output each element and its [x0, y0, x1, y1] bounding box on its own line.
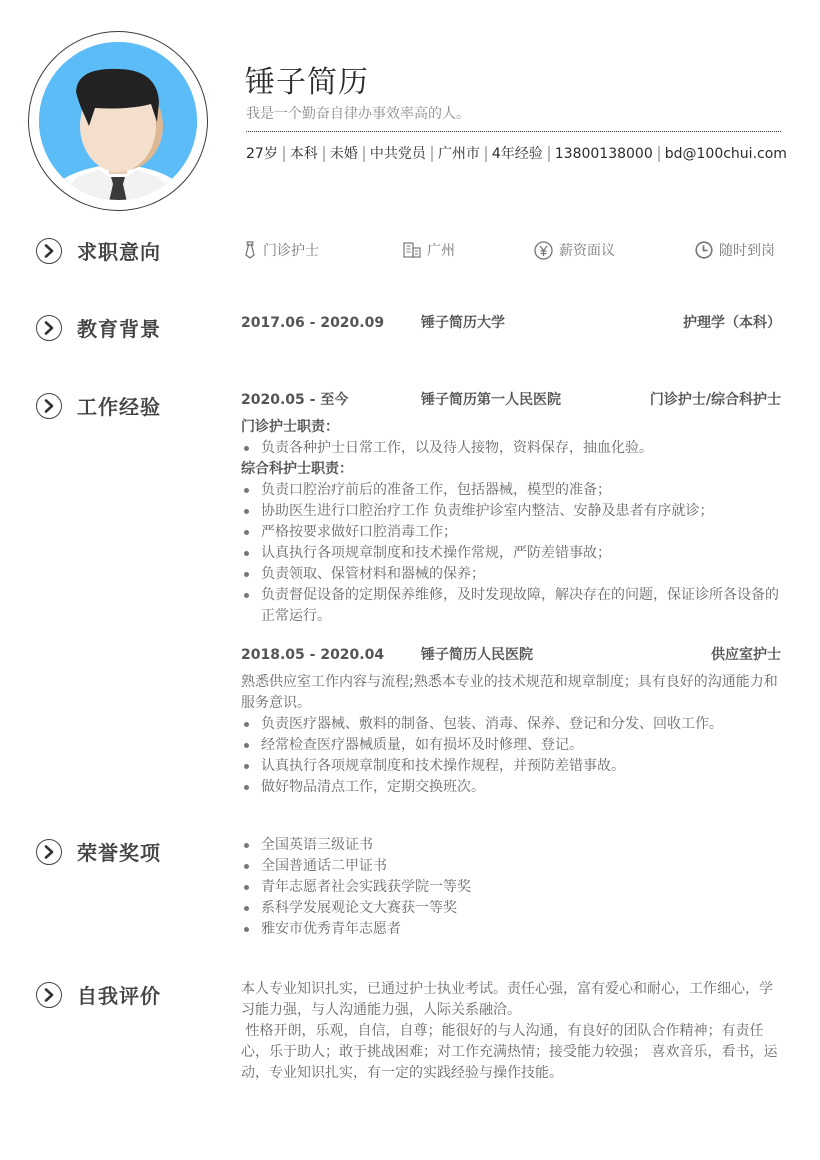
chevron-right-icon	[36, 238, 62, 264]
chevron-right-icon	[36, 982, 62, 1008]
list-item: 雅安市优秀青年志愿者	[241, 919, 783, 940]
yen-icon	[534, 241, 553, 260]
info-experience: 4年经验	[491, 146, 543, 162]
separator	[658, 146, 660, 162]
section-heading-self-evaluation: 自我评价	[36, 980, 161, 1009]
work-date: 2018.05 - 2020.04	[241, 647, 385, 663]
work-entry-details	[241, 417, 783, 627]
separator	[323, 146, 325, 162]
avatar	[28, 31, 208, 211]
work-position: 供应室护士	[711, 647, 781, 663]
avatar-illustration	[39, 42, 197, 200]
info-marital: 未婚	[329, 146, 358, 162]
section-heading-education: 教育背景	[36, 313, 161, 342]
list-item: 认真执行各项规章制度和技术操作常规，严防差错事故；	[241, 543, 783, 564]
clock-icon	[695, 241, 713, 259]
work-intro: 熟悉供应室工作内容与流程;熟悉本专业的技术规范和规章制度；具有良好的沟通能力和服务意识。	[241, 674, 778, 711]
list-item: 系科学发展观论文大赛获一等奖	[241, 898, 783, 919]
list-item: 负责口腔治疗前后的准备工作，包括器械，模型的准备；	[241, 480, 783, 501]
motto: 我是一个勤奋自律办事效率高的人。	[246, 106, 470, 122]
list-item: 严格按要求做好口腔消毒工作；	[241, 522, 783, 543]
page-title: 锤子简历	[245, 65, 369, 100]
self-evaluation-text	[241, 979, 783, 1084]
list-item: 做好物品清点工作，定期交换班次。	[241, 777, 783, 798]
intention-position: 门诊护士	[243, 240, 319, 260]
list-item: 全国英语三级证书	[241, 835, 783, 856]
duty-list	[241, 480, 783, 627]
work-date: 2020.05 - 至今	[241, 392, 349, 408]
list-item: 青年志愿者社会实践获学院一等奖	[241, 877, 783, 898]
separator	[431, 146, 433, 162]
list-item: 协助医生进行口腔治疗工作 负责维护诊室内整洁、安静及患者有序就诊；	[241, 501, 783, 522]
duty-subtitle: 综合科护士职责：	[241, 461, 353, 477]
list-item: 负责医疗器械、敷料的制备、包装、消毒、保养、登记和分发、回收工作。	[241, 714, 783, 735]
tie-icon	[243, 241, 257, 259]
list-item: 负责各种护士日常工作，以及待人接物，资料保存，抽血化验。	[241, 438, 783, 459]
section-heading-honors: 荣誉奖项	[36, 837, 161, 866]
list-item: 负责领取、保管材料和器械的保养；	[241, 564, 783, 585]
dotted-divider	[246, 131, 781, 132]
work-entry-header	[241, 645, 781, 665]
paragraph: 本人专业知识扎实，已通过护士执业考试。责任心强，富有爱心和耐心，工作细心，学习能力强，与人沟通能力强，人际关系融洽。	[241, 981, 773, 1018]
list-item: 认真执行各项规章制度和技术操作规程，并预防差错事故。	[241, 756, 783, 777]
list-item: 全国普通话二甲证书	[241, 856, 783, 877]
chevron-right-icon	[36, 315, 62, 341]
list-item: 经常检查医疗器械质量，如有损坏及时修理、登记。	[241, 735, 783, 756]
work-company: 锤子简历第一人民医院	[421, 392, 561, 408]
work-entry-header	[241, 390, 781, 410]
list-item: 负责督促设备的定期保养维修，及时发现故障，解决存在的问题，保证诊所各设备的正常运行。	[241, 585, 783, 627]
separator	[485, 146, 487, 162]
education-school: 锤子简历大学	[421, 315, 505, 331]
chevron-right-icon	[36, 839, 62, 865]
info-phone[interactable]: 13800138000	[554, 146, 653, 162]
duty-subtitle: 门诊护士职责：	[241, 419, 339, 435]
education-entry	[241, 313, 781, 333]
duty-list	[241, 714, 783, 798]
intention-availability: 随时到岗	[695, 240, 775, 260]
section-heading-intention: 求职意向	[36, 236, 161, 265]
education-major: 护理学（本科）	[683, 315, 781, 331]
building-icon	[403, 242, 421, 258]
basic-info	[246, 144, 787, 164]
work-position: 门诊护士/综合科护士	[649, 392, 781, 408]
education-date: 2017.06 - 2020.09	[241, 315, 385, 331]
info-city: 广州市	[437, 146, 480, 162]
info-degree: 本科	[289, 146, 318, 162]
intention-city: 广州	[403, 240, 455, 260]
info-political: 中共党员	[369, 146, 426, 162]
work-company: 锤子简历人民医院	[421, 647, 533, 663]
separator	[363, 146, 365, 162]
info-age: 27岁	[246, 146, 278, 162]
paragraph: 性格开朗，乐观，自信，自尊；能很好的与人沟通，有良好的团队合作精神；有责任心，乐于助人；敢于挑战困难；对工作充满热情；接受能力较强； 喜欢音乐，看书，运动，专业知识扎实，有一定的实践经验与操作技能。	[241, 1023, 778, 1081]
person-icon	[39, 42, 197, 200]
section-heading-work: 工作经验	[36, 391, 161, 420]
info-email[interactable]: bd@100chui.com	[664, 146, 787, 162]
honors-list	[241, 835, 783, 940]
separator	[548, 146, 550, 162]
work-entry-details	[241, 672, 783, 798]
separator	[283, 146, 285, 162]
chevron-right-icon	[36, 393, 62, 419]
duty-list	[241, 438, 783, 459]
intention-salary: 薪资面议	[534, 240, 615, 260]
